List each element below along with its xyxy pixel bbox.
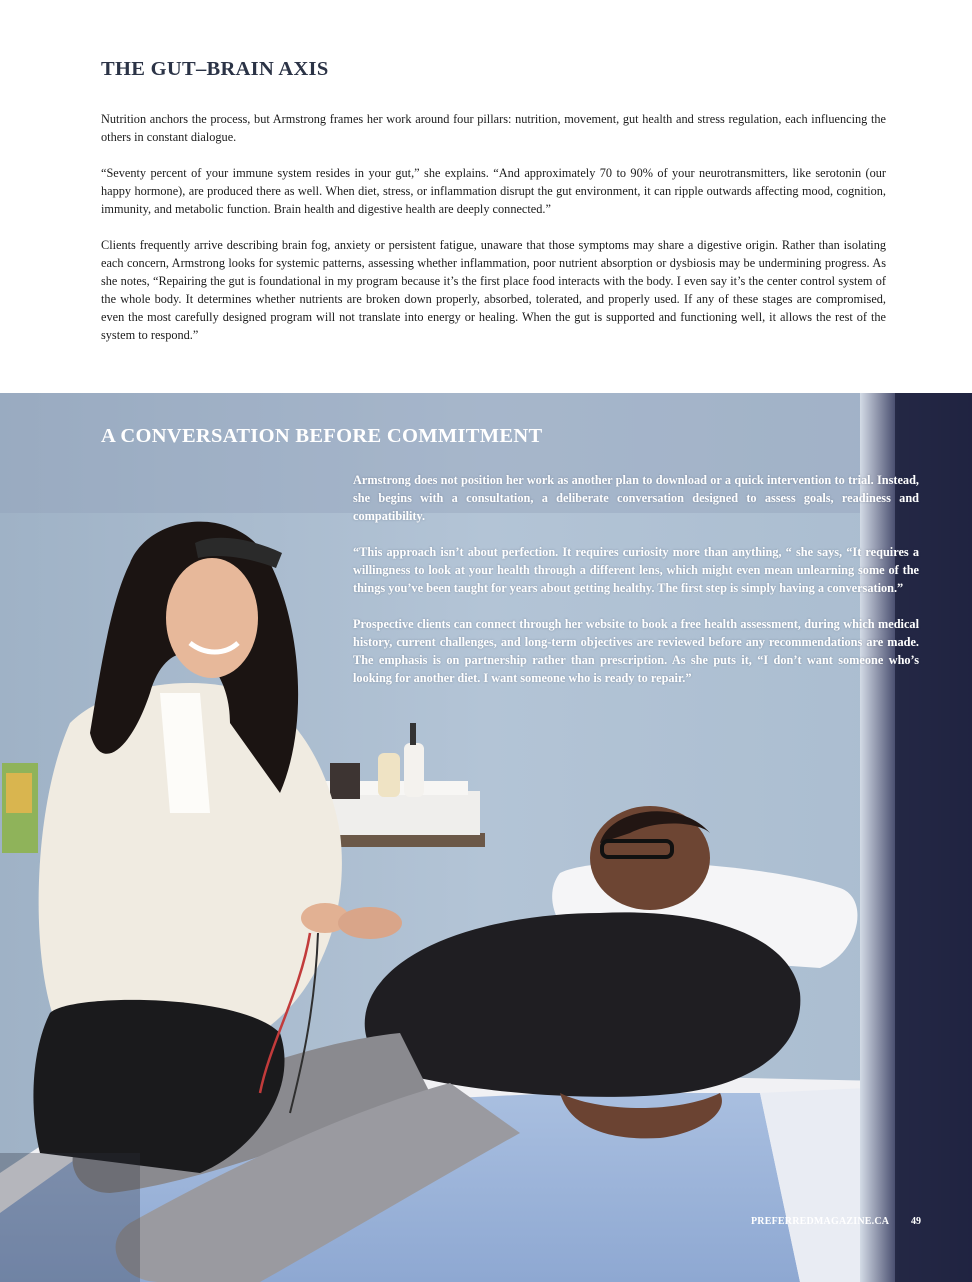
section-body-conversation: [353, 471, 919, 705]
section-body-gut-brain: [101, 110, 886, 362]
page-number: 49: [911, 1216, 921, 1227]
paragraph: “Seventy percent of your immune system resides in your gut,” she explains. “And approximately 70 to 90% of your neurotransmitters, like serotonin (our happy hormone), are produced there as well. When diet, stress, or inflammation disrupt the gut environment, it can ripple outwards affecting mood, cognition, immunity, and metabolic function. Brain health and digestive health are deeply connected.”: [101, 166, 886, 216]
paragraph: Armstrong does not position her work as another plan to download or a quick intervention to trial. Instead, she begins with a consultation, a deliberate conversation designed to assess goals, readiness and compatibility.: [353, 473, 919, 523]
paragraph: “This approach isn’t about perfection. It requires curiosity more than anything, “ she says, “It requires a willingness to look at your health through a different lens, which might even mean unlearning some of the things you’ve been taught for years about getting healthy. The first step is simply having a conversation.”: [353, 545, 919, 595]
paragraph: Clients frequently arrive describing brain fog, anxiety or persistent fatigue, unaware that those symptoms may share a digestive origin. Rather than isolating each concern, Armstrong looks for systemic patterns, assessing whether inflammation, poor nutrient absorption or dysbiosis may be undermining progress. As she notes, “Repairing the gut is foundational in my program because it’s the first place food interacts with the body. I even say it’s the center control system of the whole body. It determines whether nutrients are broken down properly, absorbed, tolerated, and properly used. If any of these stages are compromised, even the most carefully designed program will not translate into energy or healing. When the gut is supported and functioning well, it allows the rest of the system to respond.”: [101, 238, 886, 342]
paragraph: Nutrition anchors the process, but Armstrong frames her work around four pillars: nutrition, movement, gut health and stress regulation, each influencing the others in constant dialogue.: [101, 112, 886, 144]
footer-website: PREFERREDMAGAZINE.CA: [751, 1216, 890, 1227]
article-top-section: [0, 0, 972, 393]
section-heading-gut-brain: THE GUT–BRAIN AXIS: [101, 58, 329, 80]
paragraph: Prospective clients can connect through her website to book a free health assessment, during which medical history, current challenges, and long-term objectives are reviewed before any recommendations are made. The emphasis is on partnership rather than prescription. As she puts it, “I don’t want someone who’s looking for another diet. I want someone who is ready to repair.”: [353, 617, 919, 685]
section-heading-conversation: A CONVERSATION BEFORE COMMITMENT: [101, 425, 543, 447]
